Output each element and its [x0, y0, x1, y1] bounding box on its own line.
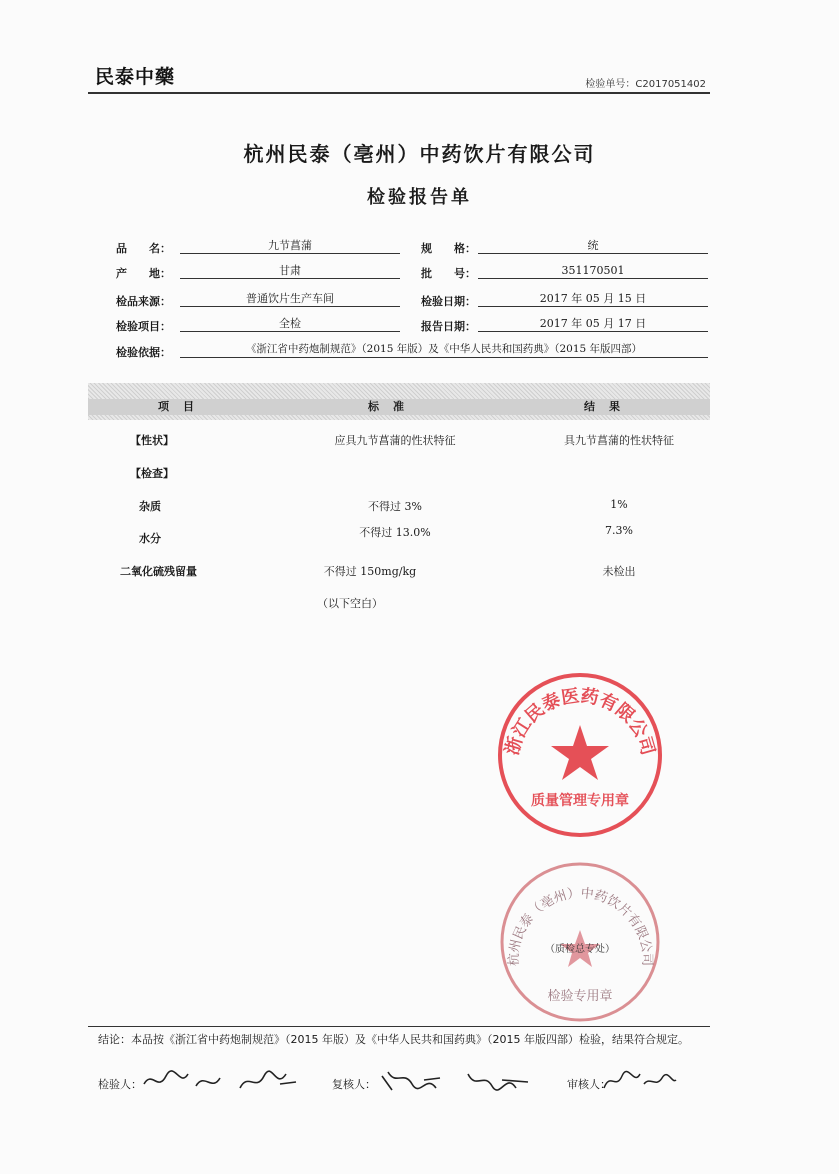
traits-result: 具九节菖蒲的性状特征: [564, 434, 674, 447]
report-date-label: 报告日期：: [421, 320, 476, 333]
test-date-value: 2017 年 05 月 15 日: [478, 291, 708, 307]
basis-value: 《浙江省中药炮制规范》（2015 年版）及《中华人民共和国药典》（2015 年版四部）: [180, 342, 708, 358]
source-label: 检品来源：: [116, 295, 171, 308]
batch-value: 351170501: [478, 263, 708, 279]
quality-stamp: [495, 670, 665, 840]
table-row-item: 二氧化硫残留量: [120, 565, 197, 578]
conclusion-text: 结论：本品按《浙江省中药炮制规范》（2015 年版）及《中华人民共和国药典》（2015 年版四部）检验，结果符合规定。: [98, 1033, 689, 1046]
spec-value: 统: [478, 238, 708, 254]
col-header-result: 结果: [508, 399, 710, 415]
origin-label: 产 地：: [116, 267, 171, 280]
company-logo: 民泰中藥: [95, 66, 176, 88]
reviewer-label: 复核人：: [332, 1078, 376, 1091]
inspector-label: 检验人：: [98, 1078, 142, 1091]
test-date-label: 检验日期：: [421, 295, 476, 308]
name-value: 九节菖蒲: [180, 238, 400, 254]
traits-standard: 应具九节菖蒲的性状特征: [334, 434, 456, 447]
table-row-result: 1%: [610, 498, 628, 511]
reviewer-signature: [378, 1062, 538, 1098]
table-row-standard: 不得过 3%: [368, 500, 422, 513]
stamp-bottom-text: 质量管理专用章: [531, 793, 629, 809]
table-row-item: 水分: [139, 532, 161, 545]
inspector-signature: [140, 1062, 300, 1098]
document-number: 检验单号：C2017051402: [585, 79, 706, 90]
stamp-top-text: 浙江民泰医药有限公司: [501, 685, 659, 758]
auditor-label: 审核人：: [567, 1078, 611, 1091]
check-section-label: 【检查】: [130, 467, 174, 480]
table-row-standard: 不得过 150mg/kg: [323, 565, 417, 578]
star-icon: [551, 725, 609, 780]
basis-label: 检验依据：: [116, 346, 171, 359]
spec-label: 规 格：: [421, 242, 476, 255]
origin-value: 甘肃: [180, 263, 400, 279]
stamp-top-text: 杭州民泰（亳州）中药饮片有限公司: [506, 886, 655, 967]
name-label: 品 名：: [116, 242, 171, 255]
report-date-value: 2017 年 05 月 17 日: [478, 316, 708, 332]
stamp-center-text: （质检总专处）: [545, 944, 615, 955]
footer-divider: [88, 1026, 710, 1027]
item-label: 检验项目：: [116, 320, 171, 333]
source-value: 普通饮片生产车间: [180, 291, 400, 307]
table-row-result: 未检出: [602, 565, 636, 578]
report-subtitle: 检验报告单: [367, 187, 472, 208]
page-title: 杭州民泰（亳州）中药饮片有限公司: [243, 142, 596, 166]
header-divider: [88, 92, 710, 94]
traits-section-label: 【性状】: [130, 434, 174, 447]
item-value: 全检: [180, 316, 400, 332]
table-row-result: 7.3%: [605, 524, 633, 537]
inspection-stamp: [498, 860, 663, 1025]
table-row-item: 杂质: [139, 500, 161, 513]
table-row-standard: 不得过 13.0%: [359, 526, 431, 539]
col-header-standard: 标准: [278, 399, 508, 415]
batch-label: 批 号：: [421, 267, 476, 280]
stamp-bottom-text: 检验专用章: [547, 989, 613, 1004]
col-header-item: 项目: [88, 399, 278, 415]
auditor-signature: [600, 1062, 680, 1098]
blank-note: （以下空白）: [317, 597, 383, 610]
